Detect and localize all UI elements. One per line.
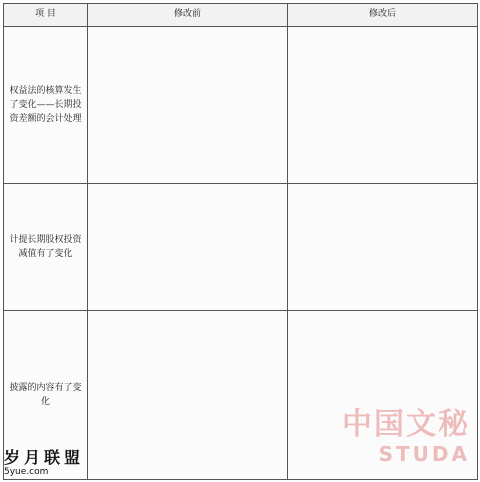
row-before-text: [88, 27, 288, 184]
watermark-line1: 中国文秘: [342, 407, 470, 442]
row-before-text: [88, 184, 288, 311]
brand-url: 5yue.com: [4, 467, 49, 477]
header-row: [4, 4, 478, 27]
row-item-label: 权益法的核算发生了变化——长期投资差额的会计处理: [4, 27, 88, 184]
row-item-label: 披露的内容有了变化: [4, 311, 88, 480]
table-row: [4, 184, 478, 311]
table-row: [4, 27, 478, 184]
row-before-text: [88, 311, 288, 480]
watermark-line2: STUDA: [378, 442, 470, 466]
header-item: 项 目: [4, 4, 88, 27]
header-before: 修改前: [88, 4, 288, 27]
row-after-text: [288, 27, 478, 184]
watermark: [280, 408, 470, 470]
header-after: 修改后: [288, 4, 478, 27]
site-brand: [4, 449, 94, 479]
row-after-text: [288, 184, 478, 311]
brand-name: 岁月联盟: [4, 448, 85, 467]
row-item-label: 计提长期股权投资减值有了变化: [4, 184, 88, 311]
